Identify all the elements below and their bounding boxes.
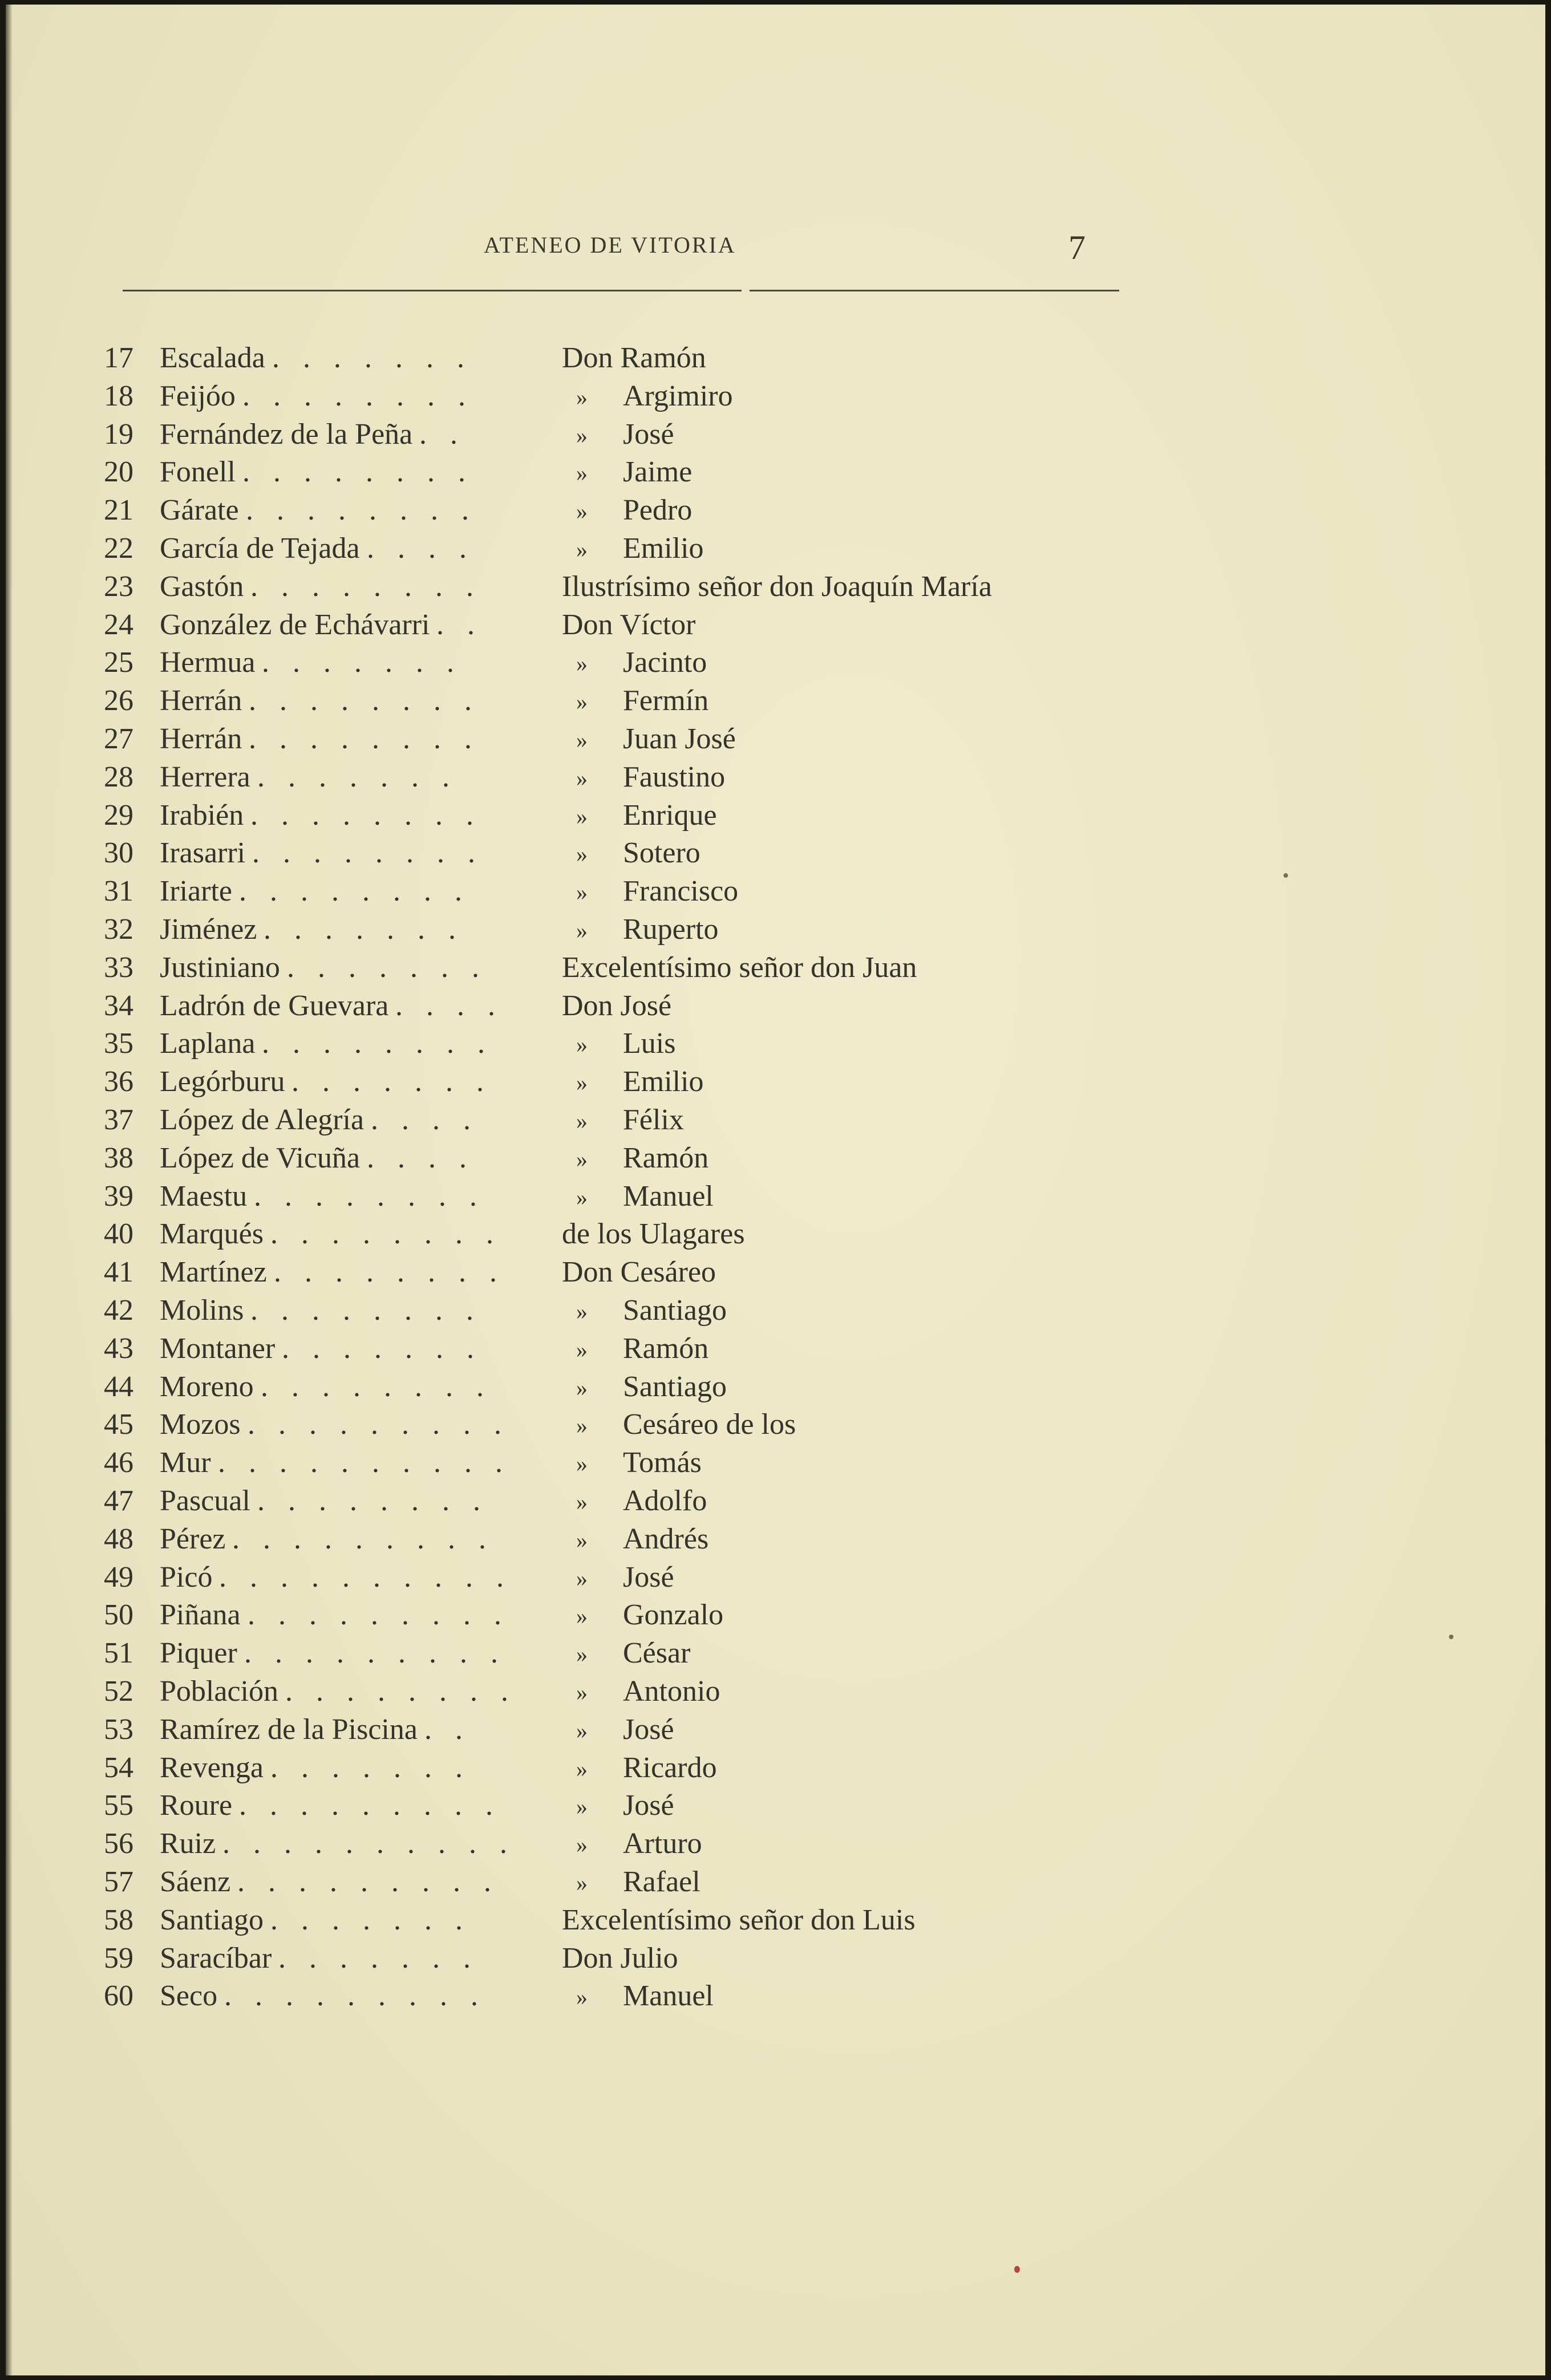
entry-number: 17 <box>104 342 133 374</box>
entry-given-name: Santiago <box>623 1294 727 1327</box>
ditto-mark: » <box>576 1070 588 1096</box>
dot-leaders: . . . . . . . . <box>250 798 481 832</box>
dot-leaders: . . . . . . . . <box>249 684 480 717</box>
header-rule <box>123 290 1119 291</box>
list-item <box>6 1446 1545 1483</box>
entry-surname: Maestu <box>160 1179 248 1213</box>
list-item <box>6 1560 1545 1598</box>
list-item <box>6 836 1545 874</box>
dot-leaders: . . . . . . . . <box>246 494 477 527</box>
entry-surname: Feijóo <box>160 379 236 412</box>
list-item <box>6 684 1545 721</box>
dot-leaders: . . . . . . . <box>270 1751 471 1784</box>
ditto-mark: » <box>576 918 588 943</box>
dot-leaders: . . . . . . . . . . <box>222 1827 515 1860</box>
dot-leaders: . . . . . . . <box>272 342 472 374</box>
dot-leaders: . . . . . . . . . . <box>219 1560 512 1594</box>
entry-surname: Marqués <box>160 1218 264 1251</box>
entry-surname: Gastón <box>160 570 244 603</box>
entry-surname: Iriarte <box>160 875 233 908</box>
entry-number: 30 <box>104 837 133 870</box>
list-item <box>6 379 1545 417</box>
entry-given-name: José <box>623 1713 674 1746</box>
entry-surname: López de Alegría <box>160 1104 365 1136</box>
ditto-mark: » <box>576 1641 588 1668</box>
list-item <box>6 1522 1545 1560</box>
entry-surname: Herrera <box>160 760 250 793</box>
dot-leaders: . . . . . . . . <box>254 1179 485 1213</box>
list-item <box>6 1484 1545 1522</box>
entry-surname: Picó <box>160 1560 213 1594</box>
list-item <box>6 798 1545 836</box>
list-item <box>6 341 1545 379</box>
list-item <box>6 1751 1545 1789</box>
entry-number: 29 <box>104 798 133 832</box>
entry-surname: Justiniano <box>160 951 280 984</box>
entry-given-name: Cesáreo de los <box>623 1408 796 1441</box>
list-item <box>6 417 1545 455</box>
list-item <box>6 646 1545 683</box>
entry-number: 59 <box>104 1941 133 1974</box>
ditto-mark: » <box>576 1717 588 1744</box>
dot-leaders: . . . . . . . <box>257 760 457 793</box>
entry-number: 49 <box>104 1560 133 1594</box>
entry-number: 31 <box>104 875 133 908</box>
ditto-mark: » <box>576 1755 588 1782</box>
list-item <box>6 1865 1545 1903</box>
ditto-mark: » <box>576 1451 588 1477</box>
entry-given-name: de los Ulagares <box>562 1218 745 1251</box>
list-item <box>6 1332 1545 1369</box>
ditto-mark: » <box>576 1108 588 1134</box>
entry-surname: Fonell <box>160 456 236 489</box>
ditto-mark: » <box>576 384 588 410</box>
ditto-mark: » <box>576 537 588 562</box>
list-item <box>6 1179 1545 1217</box>
ditto-mark: » <box>576 879 588 906</box>
entry-surname: Montaner <box>160 1332 276 1365</box>
entry-given-name: Don Julio <box>562 1941 678 1974</box>
entry-given-name: Manuel <box>623 1980 714 2013</box>
entry-surname: Población <box>160 1675 278 1708</box>
entry-number: 56 <box>104 1827 133 1860</box>
dot-leaders: . . . . . . . <box>278 1941 479 1974</box>
entry-surname: Revenga <box>160 1751 264 1784</box>
entry-number: 50 <box>104 1599 133 1632</box>
entry-surname: Sáenz <box>160 1866 231 1898</box>
entry-surname: Jiménez <box>160 913 257 946</box>
ditto-mark: » <box>576 727 588 753</box>
entry-given-name: Faustino <box>623 760 726 793</box>
entry-number: 58 <box>104 1903 133 1936</box>
paper-speck <box>1014 2266 1020 2273</box>
entry-surname: Irabién <box>160 798 244 832</box>
entry-given-name: Andrés <box>623 1522 709 1555</box>
list-item <box>6 1636 1545 1674</box>
paper-speck <box>1449 1635 1453 1639</box>
entry-given-name: Adolfo <box>623 1485 707 1517</box>
entry-surname: Piñana <box>160 1599 241 1632</box>
entry-given-name: Fermín <box>623 684 709 717</box>
entry-surname: Mozos <box>160 1408 241 1441</box>
entry-given-name: Ramón <box>623 1141 709 1174</box>
dot-leaders: . . . . . . . . . <box>224 1980 486 2013</box>
list-item <box>6 455 1545 493</box>
dot-leaders: . . . . . . . . . <box>237 1866 499 1898</box>
list-item <box>6 608 1545 646</box>
list-item <box>6 1065 1545 1102</box>
entry-given-name: Excelentísimo señor don Juan <box>562 951 917 984</box>
entry-surname: Molins <box>160 1294 244 1327</box>
list-item <box>6 1141 1545 1179</box>
ditto-mark: » <box>576 1603 588 1629</box>
entry-number: 44 <box>104 1370 133 1403</box>
entry-number: 48 <box>104 1522 133 1555</box>
ditto-mark: » <box>576 765 588 791</box>
entry-given-name: Jacinto <box>623 646 707 679</box>
entry-given-name: Félix <box>623 1104 684 1136</box>
entry-number: 28 <box>104 760 133 793</box>
entry-number: 40 <box>104 1218 133 1251</box>
entry-given-name: José <box>623 1560 674 1594</box>
ditto-mark: » <box>576 498 588 525</box>
ditto-mark: » <box>576 1832 588 1858</box>
dot-leaders: . . . . <box>367 532 475 565</box>
ditto-mark: » <box>576 841 588 867</box>
dot-leaders: . . . . . . . . . <box>248 1408 509 1441</box>
paper-speck <box>1283 873 1288 878</box>
entry-surname: Herrán <box>160 684 242 717</box>
dot-leaders: . . . . . . . <box>264 913 464 946</box>
entry-number: 18 <box>104 379 133 412</box>
dot-leaders: . . . . . . . . <box>274 1256 505 1289</box>
list-item <box>6 951 1545 988</box>
list-item <box>6 913 1545 950</box>
entry-surname: Escalada <box>160 342 265 374</box>
dot-leaders: . . . . . . . . <box>242 456 473 489</box>
entry-surname: López de Vicuña <box>160 1141 361 1174</box>
ditto-mark: » <box>576 1299 588 1324</box>
header-rule-break <box>742 289 750 292</box>
ditto-mark: » <box>576 1489 588 1515</box>
list-item <box>6 532 1545 569</box>
list-item <box>6 760 1545 798</box>
dot-leaders: . . . . . . . <box>270 1903 471 1936</box>
entry-number: 57 <box>104 1866 133 1898</box>
entry-surname: Ramírez de la Piscina <box>160 1713 418 1746</box>
dot-leaders: . . . . . . . . <box>250 1294 481 1327</box>
ditto-mark: » <box>576 1527 588 1553</box>
dot-leaders: . . . . . . . . . . <box>218 1446 511 1479</box>
dot-leaders: . . . . . . . . <box>252 837 483 870</box>
entry-given-name: Ricardo <box>623 1751 717 1784</box>
dot-leaders: . . . . . . . . <box>262 1027 493 1060</box>
entry-surname: Moreno <box>160 1370 254 1403</box>
entry-surname: Martínez <box>160 1256 267 1289</box>
dot-leaders: . . . . . . . <box>262 646 462 679</box>
entry-number: 38 <box>104 1141 133 1174</box>
ditto-mark: » <box>576 1146 588 1172</box>
entry-given-name: Ramón <box>623 1332 709 1365</box>
ditto-mark: » <box>576 651 588 677</box>
entry-given-name: Argimiro <box>623 379 733 412</box>
list-item <box>6 1827 1545 1864</box>
dot-leaders: . . . . . . . . <box>250 570 481 603</box>
entry-given-name: José <box>623 1789 674 1822</box>
entry-number: 33 <box>104 951 133 984</box>
entry-surname: Seco <box>160 1980 218 2013</box>
dot-leaders: . . . . <box>371 1104 479 1136</box>
entry-number: 36 <box>104 1065 133 1098</box>
ditto-mark: » <box>576 689 588 715</box>
list-item <box>6 1789 1545 1826</box>
entry-surname: Piquer <box>160 1637 237 1670</box>
entry-number: 32 <box>104 913 133 946</box>
entry-given-name: Don Ramón <box>562 342 706 374</box>
list-item <box>6 722 1545 760</box>
entry-given-name: Arturo <box>623 1827 702 1860</box>
list-item <box>6 1941 1545 1979</box>
entry-number: 54 <box>104 1751 133 1784</box>
dot-leaders: . . . . . . . <box>287 951 487 984</box>
entry-number: 47 <box>104 1485 133 1517</box>
entry-given-name: Ruperto <box>623 913 719 946</box>
page-number: 7 <box>1068 229 1086 266</box>
ditto-mark: » <box>576 1680 588 1705</box>
entry-surname: Ladrón de Guevara <box>160 989 389 1022</box>
list-item <box>6 1674 1545 1712</box>
ditto-mark: » <box>576 803 588 829</box>
ditto-mark: » <box>576 1565 588 1591</box>
ditto-mark: » <box>576 1870 588 1896</box>
dot-leaders: . . . . . . . . . <box>248 1599 509 1632</box>
entry-number: 39 <box>104 1179 133 1213</box>
entry-number: 41 <box>104 1256 133 1289</box>
entry-number: 34 <box>104 989 133 1022</box>
list-item <box>6 493 1545 531</box>
entry-number: 22 <box>104 532 133 565</box>
entry-number: 51 <box>104 1637 133 1670</box>
dot-leaders: . . . . . . . . . <box>232 1522 494 1555</box>
ditto-mark: » <box>576 1032 588 1058</box>
entry-given-name: Tomás <box>623 1446 702 1479</box>
entry-surname: Herrán <box>160 723 242 755</box>
dot-leaders: . . . . . . . . . <box>244 1637 506 1670</box>
list-item <box>6 1103 1545 1141</box>
entry-number: 23 <box>104 570 133 603</box>
entry-number: 42 <box>104 1294 133 1327</box>
running-head <box>6 229 1545 266</box>
book-page <box>6 5 1545 2375</box>
entry-given-name: Emilio <box>623 532 704 565</box>
entry-given-name: Enrique <box>623 798 717 832</box>
list-item <box>6 1713 1545 1750</box>
entry-number: 21 <box>104 494 133 527</box>
entry-given-name: Manuel <box>623 1179 714 1213</box>
entry-given-name: Don Cesáreo <box>562 1256 716 1289</box>
entry-given-name: Francisco <box>623 875 739 908</box>
entry-number: 55 <box>104 1789 133 1822</box>
entry-number: 19 <box>104 417 133 451</box>
list-item <box>6 570 1545 607</box>
list-item <box>6 1370 1545 1408</box>
dot-leaders: . . <box>424 1713 471 1746</box>
ditto-mark: » <box>576 460 588 486</box>
entry-given-name: Don Víctor <box>562 608 696 641</box>
entry-given-name: Luis <box>623 1027 676 1060</box>
entry-number: 26 <box>104 684 133 717</box>
ditto-mark: » <box>576 422 588 448</box>
entry-surname: Roure <box>160 1789 233 1822</box>
entry-surname: Ruiz <box>160 1827 216 1860</box>
entry-given-name: José <box>623 417 674 451</box>
dot-leaders: . . . . . . . <box>291 1065 492 1098</box>
entry-surname: Saracíbar <box>160 1941 272 1974</box>
entry-given-name: Jaime <box>623 456 693 489</box>
entry-given-name: Don José <box>562 989 672 1022</box>
list-item <box>6 1294 1545 1331</box>
list-item <box>6 1598 1545 1636</box>
dot-leaders: . . . . . . . . <box>270 1218 501 1251</box>
dot-leaders: . . . . . . . . <box>257 1485 488 1517</box>
entry-number: 43 <box>104 1332 133 1365</box>
entry-number: 37 <box>104 1104 133 1136</box>
list-item <box>6 1217 1545 1255</box>
entry-number: 27 <box>104 723 133 755</box>
entry-surname: Irasarri <box>160 837 246 870</box>
entry-number: 20 <box>104 456 133 489</box>
entry-number: 60 <box>104 1980 133 2013</box>
dot-leaders: . . . . <box>367 1141 475 1174</box>
dot-leaders: . . . . . . . . <box>285 1675 516 1708</box>
entry-surname: Gárate <box>160 494 239 527</box>
list-item <box>6 1408 1545 1445</box>
entry-given-name: Sotero <box>623 837 700 870</box>
dot-leaders: . . . . . . . . <box>249 723 480 755</box>
list-item <box>6 989 1545 1027</box>
entry-given-name: Rafael <box>623 1866 700 1898</box>
ditto-mark: » <box>576 1413 588 1439</box>
entry-given-name: Excelentísimo señor don Luis <box>562 1903 916 1936</box>
entry-given-name: Antonio <box>623 1675 720 1708</box>
dot-leaders: . . . . . . . . <box>239 875 470 908</box>
entry-given-name: Santiago <box>623 1370 727 1403</box>
entry-surname: Mur <box>160 1446 211 1479</box>
entry-surname: Santiago <box>160 1903 264 1936</box>
list-item <box>6 1979 1545 2017</box>
ditto-mark: » <box>576 1984 588 2010</box>
entry-surname: Pascual <box>160 1485 250 1517</box>
list-item <box>6 874 1545 912</box>
ditto-mark: » <box>576 1336 588 1363</box>
dot-leaders: . . . . . . . . . <box>239 1789 501 1822</box>
entry-given-name: César <box>623 1637 691 1670</box>
dot-leaders: . . <box>419 417 465 451</box>
entry-surname: Fernández de la Peña <box>160 417 413 451</box>
list-item <box>6 1027 1545 1064</box>
entry-number: 53 <box>104 1713 133 1746</box>
dot-leaders: . . . . . . . . <box>261 1370 492 1403</box>
ditto-mark: » <box>576 1375 588 1401</box>
entry-surname: Legórburu <box>160 1065 285 1098</box>
entry-given-name: Gonzalo <box>623 1599 724 1632</box>
ditto-mark: » <box>576 1184 588 1210</box>
entry-surname: Hermua <box>160 646 256 679</box>
entry-number: 45 <box>104 1408 133 1441</box>
entry-surname: García de Tejada <box>160 532 360 565</box>
entry-surname: Pérez <box>160 1522 226 1555</box>
entry-number: 24 <box>104 608 133 641</box>
entry-given-name: Ilustrísimo señor don Joaquín María <box>562 570 992 603</box>
dot-leaders: . . . . . . . . <box>242 379 473 412</box>
list-item <box>6 1903 1545 1941</box>
ditto-mark: » <box>576 1794 588 1820</box>
entry-surname: González de Echávarri <box>160 608 430 641</box>
entry-surname: Laplana <box>160 1027 256 1060</box>
dot-leaders: . . . . <box>395 989 503 1022</box>
entry-given-name: Pedro <box>623 494 693 527</box>
dot-leaders: . . <box>436 608 483 641</box>
list-item <box>6 1255 1545 1293</box>
entry-given-name: Emilio <box>623 1065 704 1098</box>
entry-given-name: Juan José <box>623 723 736 755</box>
dot-leaders: . . . . . . . <box>282 1332 482 1365</box>
entry-number: 46 <box>104 1446 133 1479</box>
entry-number: 25 <box>104 646 133 679</box>
entry-number: 35 <box>104 1027 133 1060</box>
entry-number: 52 <box>104 1675 133 1708</box>
running-title: ATENEO DE VITORIA <box>484 232 736 258</box>
